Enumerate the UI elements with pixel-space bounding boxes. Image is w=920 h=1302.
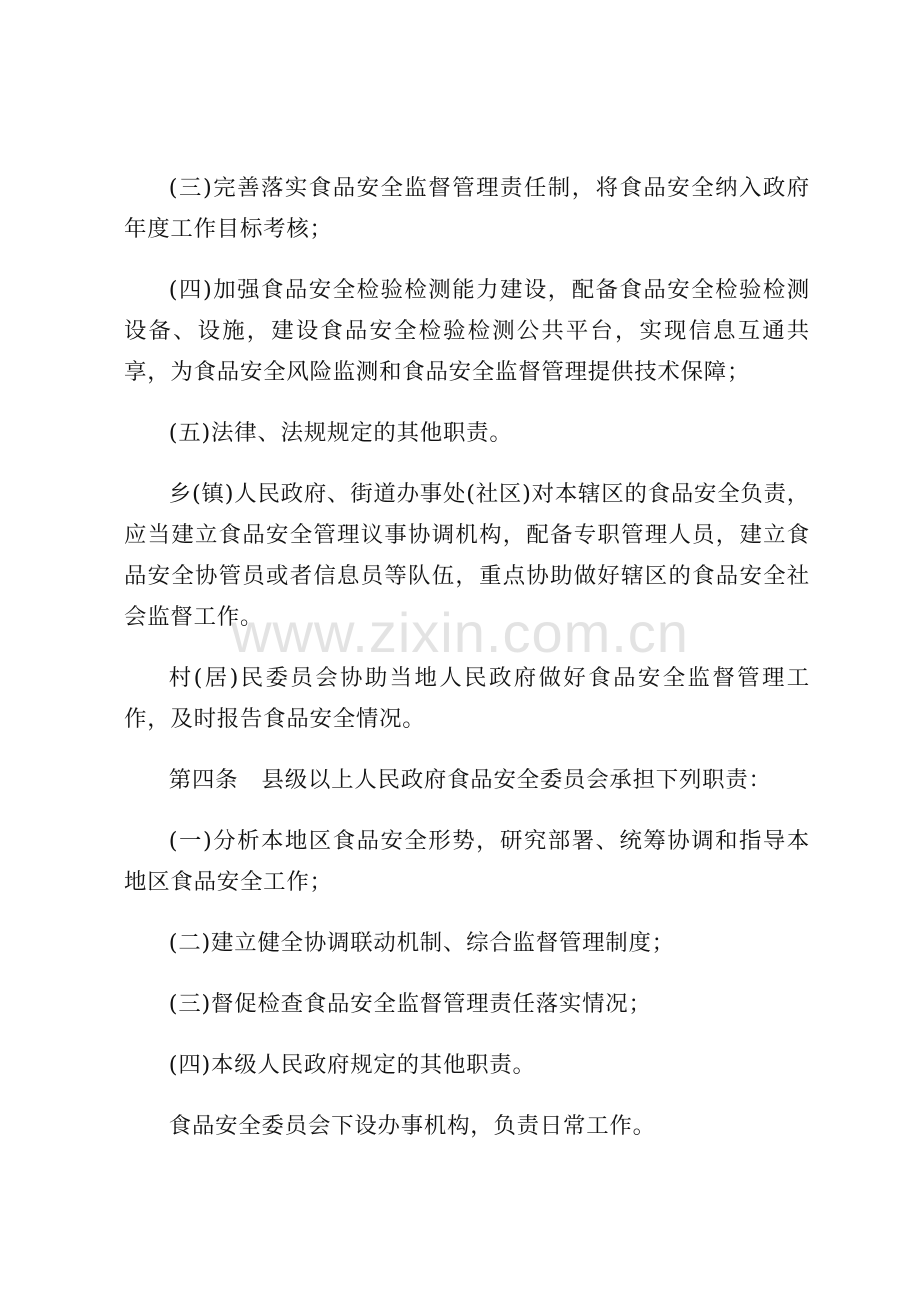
paragraph: 村(居)民委员会协助当地人民政府做好食品安全监督管理工作，及时报告食品安全情况。 <box>124 665 810 732</box>
paragraph: (一)分析本地区食品安全形势，研究部署、统筹协调和指导本地区食品安全工作； <box>124 828 810 895</box>
paragraph: (三)完善落实食品安全监督管理责任制，将食品安全纳入政府年度工作目标考核； <box>124 175 810 242</box>
watermark: www.zixin.com.cn <box>231 601 689 664</box>
paragraph: (三)督促检查食品安全监督管理责任落实情况； <box>168 991 652 1017</box>
paragraph: (五)法律、法规规定的其他职责。 <box>168 420 513 446</box>
paragraph: 食品安全委员会下设办事机构，负责日常工作。 <box>168 1113 656 1139</box>
paragraph: (四)加强食品安全检验检测能力建设，配备食品安全检验检测设备、设施，建设食品安全检验检测公共平台，实现信息互通共享，为食品安全风险监测和食品安全监督管理提供技术保障； <box>124 277 810 385</box>
paragraph: 乡(镇)人民政府、街道办事处(社区)对本辖区的食品安全负责，应当建立食品安全管理议事协调机构，配备专职管理人员，建立食品安全协管员或者信息员等队伍，重点协助做好辖区的食品安全社会监督工作。 <box>124 481 810 630</box>
paragraph: (四)本级人民政府规定的其他职责。 <box>168 1052 536 1078</box>
document-body <box>124 168 810 1167</box>
paragraph: (二)建立健全协调联动机制、综合监督管理制度； <box>168 930 675 956</box>
article-heading-paragraph: 第四条 县级以上人民政府食品安全委员会承担下列职责： <box>168 767 772 793</box>
